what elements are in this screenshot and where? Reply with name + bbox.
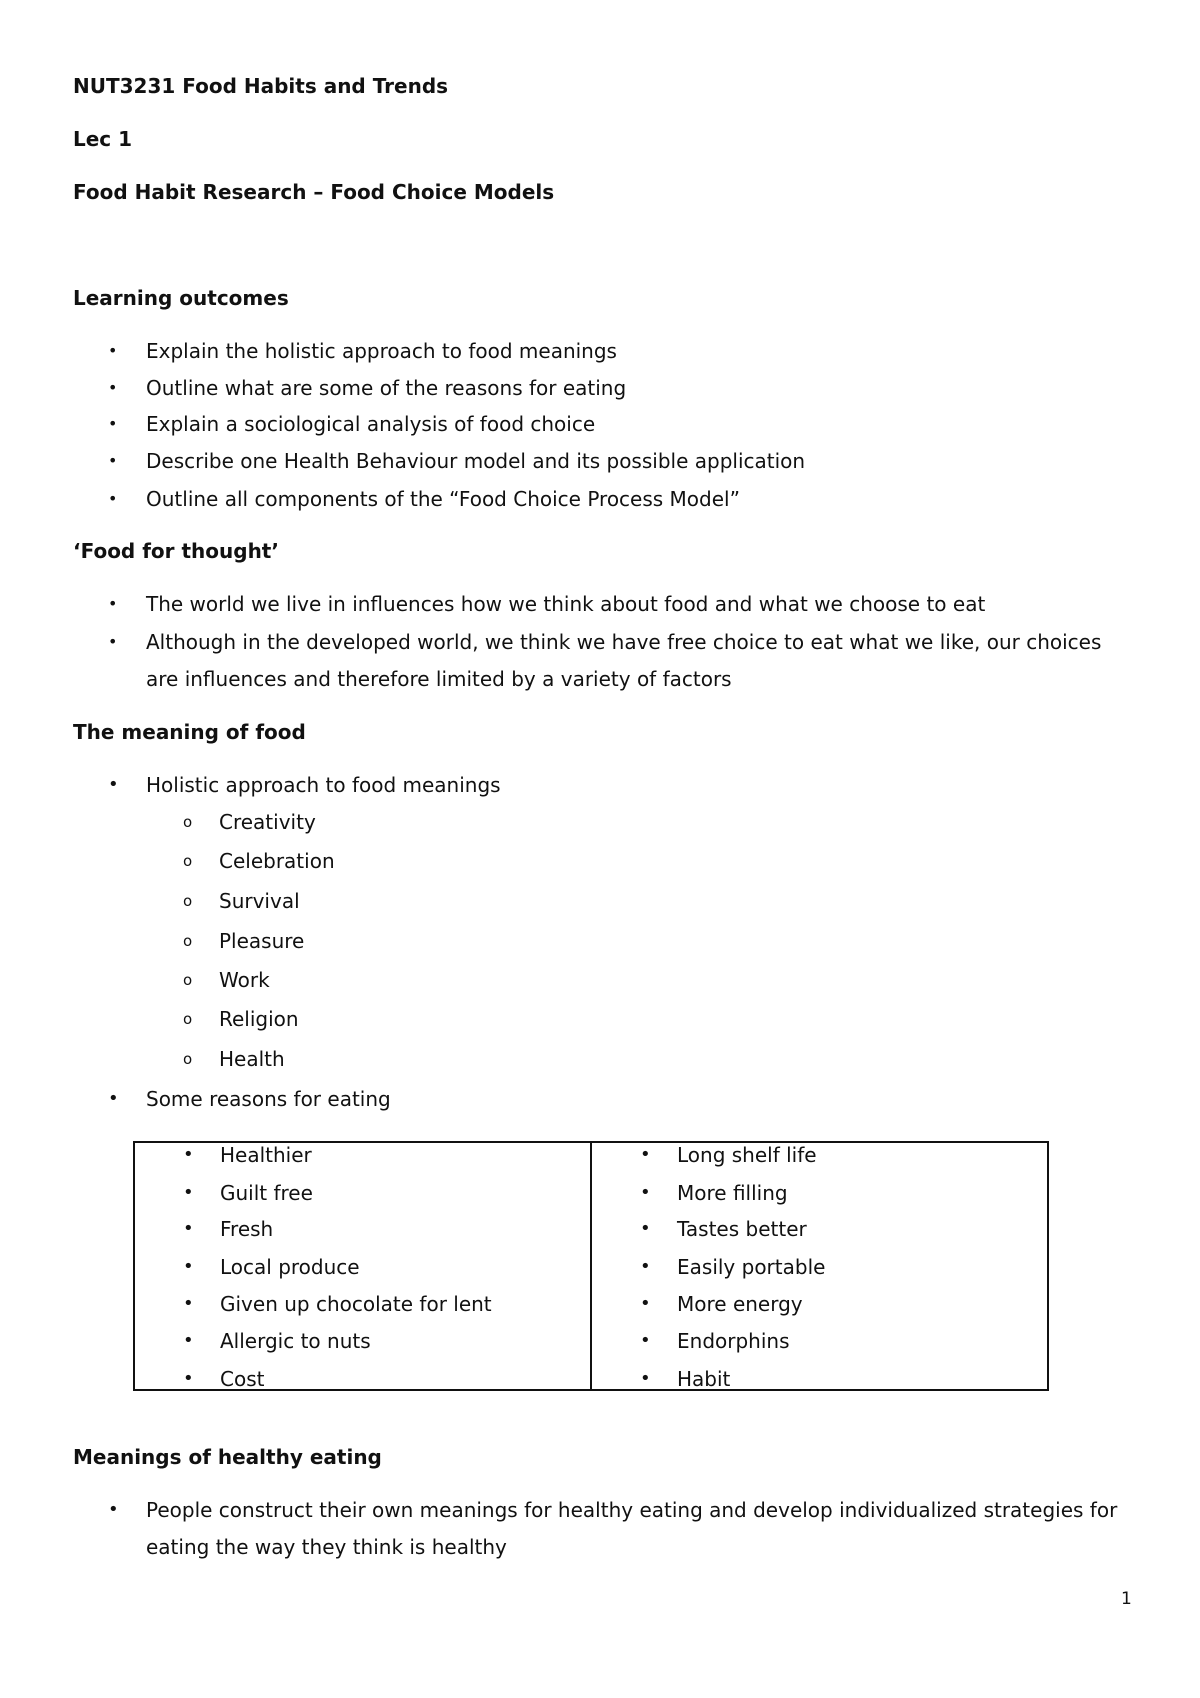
bullet-icon: • <box>640 1144 651 1165</box>
sub-bullet-icon: o <box>183 813 193 831</box>
course-title: NUT3231 Food Habits and Trends <box>73 74 449 98</box>
table-divider <box>590 1143 592 1389</box>
reason-left-item: Given up chocolate for lent <box>220 1292 492 1316</box>
reason-right-item: Long shelf life <box>677 1143 817 1167</box>
holistic-item: Creativity <box>219 810 316 834</box>
holistic-item: Religion <box>219 1007 299 1031</box>
bullet-icon: • <box>108 341 118 360</box>
reason-right-item: Endorphins <box>677 1329 790 1353</box>
bullet-icon: • <box>183 1218 194 1239</box>
sub-bullet-icon: o <box>183 1050 193 1068</box>
bullet-icon: • <box>108 489 118 508</box>
holistic-item: Work <box>219 968 270 992</box>
reason-left-item: Guilt free <box>220 1181 313 1205</box>
bullet-icon: • <box>108 451 118 470</box>
bullet-icon: • <box>108 1499 119 1520</box>
reasons-table <box>133 1141 1049 1391</box>
reason-right-item: Easily portable <box>677 1255 826 1279</box>
healthy-eating-text: People construct their own meanings for healthy eating and develop individualized strategies for <box>146 1498 1118 1522</box>
bullet-icon: • <box>640 1368 651 1389</box>
learning-outcome-item: Outline what are some of the reasons for eating <box>146 376 627 400</box>
holistic-item: Health <box>219 1047 285 1071</box>
sub-bullet-icon: o <box>183 852 193 870</box>
bullet-icon: • <box>640 1218 651 1239</box>
lecture-label: Lec 1 <box>73 127 133 151</box>
learning-outcome-item: Explain the holistic approach to food meanings <box>146 339 617 363</box>
reason-left-item: Fresh <box>220 1217 274 1241</box>
learning-outcome-item: Explain a sociological analysis of food choice <box>146 412 596 436</box>
reason-left-item: Local produce <box>220 1255 360 1279</box>
bullet-icon: • <box>183 1330 194 1351</box>
bullet-icon: • <box>108 774 119 795</box>
page-number: 1 <box>1121 1589 1132 1609</box>
bullet-icon: • <box>183 1368 194 1389</box>
bullet-icon: • <box>108 594 118 613</box>
holistic-item: Celebration <box>219 849 335 873</box>
food-for-thought-item-continued: are influences and therefore limited by a variety of factors <box>146 667 732 691</box>
meaning-of-food-heading: The meaning of food <box>73 720 306 744</box>
learning-outcomes-heading: Learning outcomes <box>73 286 289 310</box>
bullet-icon: • <box>183 1256 194 1277</box>
bullet-icon: • <box>183 1182 194 1203</box>
bullet-icon: • <box>640 1330 651 1351</box>
healthy-eating-heading: Meanings of healthy eating <box>73 1445 382 1469</box>
reason-right-item: Habit <box>677 1367 731 1391</box>
sub-bullet-icon: o <box>183 971 193 989</box>
holistic-item: Survival <box>219 889 300 913</box>
sub-bullet-icon: o <box>183 932 193 950</box>
reason-right-item: More filling <box>677 1181 788 1205</box>
bullet-icon: • <box>640 1293 651 1314</box>
sub-bullet-icon: o <box>183 1010 193 1028</box>
bullet-icon: • <box>108 632 118 651</box>
reason-left-item: Healthier <box>220 1143 312 1167</box>
bullet-icon: • <box>640 1256 651 1277</box>
food-for-thought-item: The world we live in influences how we think about food and what we choose to eat <box>146 592 986 616</box>
topic-title: Food Habit Research – Food Choice Models <box>73 180 555 204</box>
food-for-thought-item: Although in the developed world, we think we have free choice to eat what we like, our choices <box>146 630 1102 654</box>
healthy-eating-text-continued: eating the way they think is healthy <box>146 1535 507 1559</box>
holistic-item: Pleasure <box>219 929 305 953</box>
bullet-icon: • <box>108 378 118 397</box>
reason-left-item: Cost <box>220 1367 265 1391</box>
learning-outcome-item: Describe one Health Behaviour model and its possible application <box>146 449 806 473</box>
food-for-thought-heading: ‘Food for thought’ <box>73 539 279 563</box>
reason-left-item: Allergic to nuts <box>220 1329 371 1353</box>
bullet-icon: • <box>108 414 118 433</box>
bullet-icon: • <box>183 1293 194 1314</box>
bullet-icon: • <box>183 1144 194 1165</box>
reasons-for-eating-label: Some reasons for eating <box>146 1087 391 1111</box>
bullet-icon: • <box>108 1088 119 1109</box>
holistic-approach-label: Holistic approach to food meanings <box>146 773 501 797</box>
reason-right-item: More energy <box>677 1292 803 1316</box>
reason-right-item: Tastes better <box>677 1217 807 1241</box>
learning-outcome-item: Outline all components of the “Food Choice Process Model” <box>146 487 740 511</box>
bullet-icon: • <box>640 1182 651 1203</box>
sub-bullet-icon: o <box>183 892 193 910</box>
